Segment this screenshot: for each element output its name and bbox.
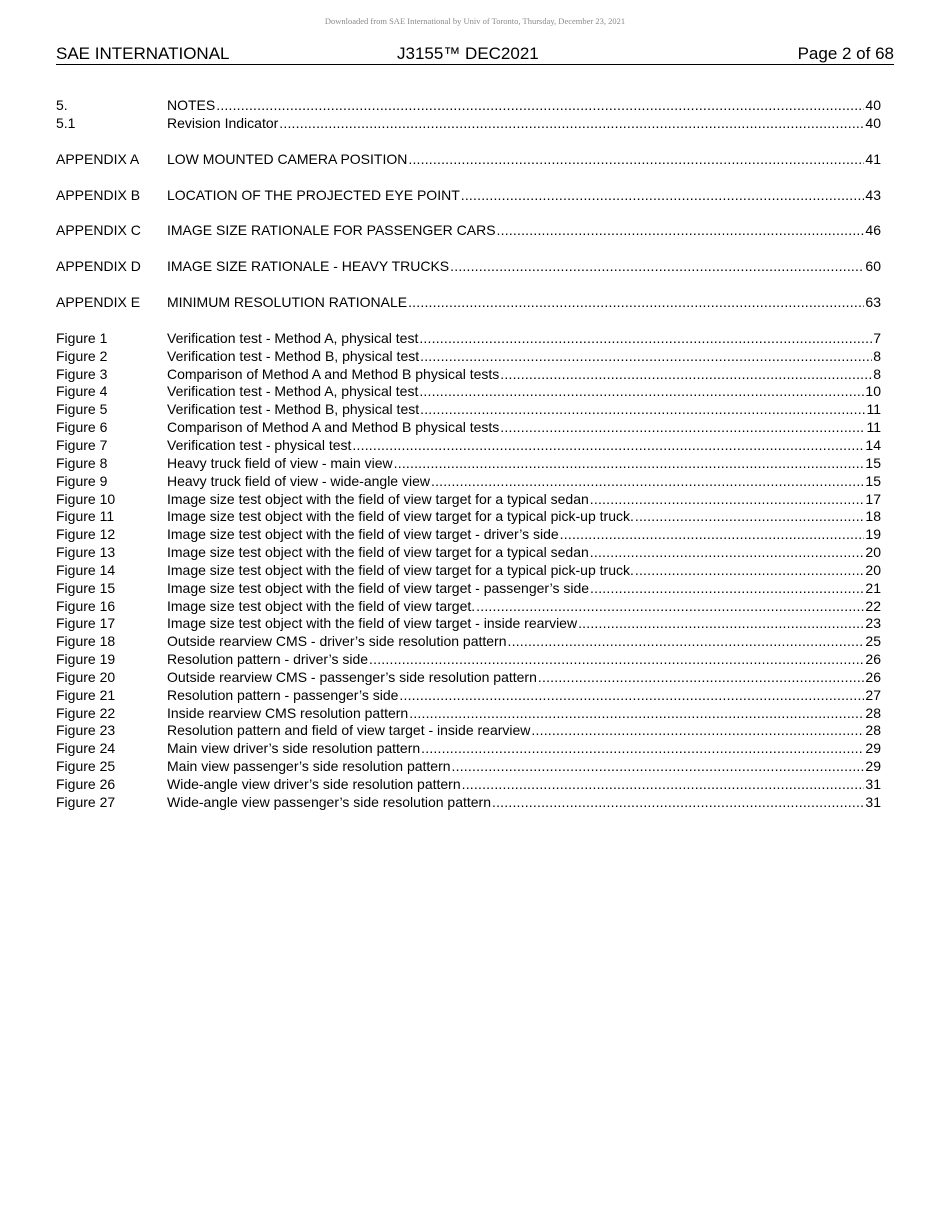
toc-entry[interactable] xyxy=(56,115,881,133)
toc-leader-dots xyxy=(431,473,864,491)
toc-leader-dots xyxy=(500,366,872,384)
toc-entry-title: NOTES xyxy=(167,97,216,113)
toc-entry-title: IMAGE SIZE RATIONALE FOR PASSENGER CARS xyxy=(167,222,496,239)
toc-entry-page: 15 xyxy=(865,454,881,471)
toc-leader-dots xyxy=(408,151,864,169)
toc-entry-number: Figure 23 xyxy=(56,722,116,739)
toc-entry-title: Comparison of Method A and Method B physical tests xyxy=(167,365,500,382)
toc-entry-number: Figure 16 xyxy=(56,597,116,614)
toc-entry-page: 18 xyxy=(865,508,881,525)
toc-entry-title: Verification test - Method A, physical test xyxy=(167,329,419,346)
toc-entry[interactable] xyxy=(56,151,881,169)
toc-entry[interactable] xyxy=(56,222,881,240)
header-org: SAE INTERNATIONAL xyxy=(56,44,230,63)
toc-leader-dots xyxy=(590,544,865,562)
toc-entry-number: Figure 1 xyxy=(56,329,108,346)
toc-leader-dots xyxy=(578,615,864,633)
toc-leader-dots xyxy=(590,491,865,509)
toc-entry-page: 28 xyxy=(865,704,881,721)
toc-entry-page: 27 xyxy=(865,686,881,703)
toc-entry-number: APPENDIX E xyxy=(56,294,141,311)
toc-leader-dots xyxy=(462,776,865,794)
toc-entry-number: Figure 19 xyxy=(56,651,116,668)
toc-leader-dots xyxy=(635,562,865,580)
toc-entry[interactable] xyxy=(56,562,881,580)
toc-entry-title: Main view driver’s side resolution pattern xyxy=(167,740,421,757)
toc-entry-number: Figure 5 xyxy=(56,401,108,418)
toc-entry-page: 14 xyxy=(865,436,881,453)
toc-entry-number: Figure 25 xyxy=(56,758,116,775)
toc-entry[interactable] xyxy=(56,526,881,544)
table-of-contents xyxy=(56,97,881,812)
toc-leader-dots xyxy=(476,598,864,616)
toc-entry-number: Figure 9 xyxy=(56,472,108,489)
toc-entry[interactable] xyxy=(56,758,881,776)
toc-entry[interactable] xyxy=(56,651,881,669)
toc-entry[interactable] xyxy=(56,419,881,437)
toc-entry-page: 29 xyxy=(865,758,881,775)
toc-entry-title: Image size test object with the field of view target. xyxy=(167,597,476,614)
toc-entry-number: Figure 11 xyxy=(56,508,115,525)
toc-entry-title: LOCATION OF THE PROJECTED EYE POINT xyxy=(167,186,460,203)
toc-entry[interactable] xyxy=(56,687,881,705)
toc-entry[interactable] xyxy=(56,544,881,562)
toc-entry-number: 5. xyxy=(56,97,68,113)
toc-entry-number: Figure 27 xyxy=(56,793,116,810)
toc-entry-page: 28 xyxy=(865,722,881,739)
toc-entry-title: Image size test object with the field of view target for a typical sedan xyxy=(167,544,589,561)
toc-entry-number: Figure 22 xyxy=(56,704,116,721)
toc-entry-page: 15 xyxy=(865,472,881,489)
toc-leader-dots xyxy=(216,97,864,115)
toc-entry[interactable] xyxy=(56,705,881,723)
page-header xyxy=(56,44,894,65)
toc-entry-number: Figure 15 xyxy=(56,579,116,596)
header-doc-id: J3155™ DEC2021 xyxy=(397,44,539,63)
toc-entry-title: Heavy truck field of view - main view xyxy=(167,454,393,471)
toc-entry[interactable] xyxy=(56,97,881,115)
toc-entry-page: 29 xyxy=(865,740,881,757)
toc-entry-page: 7 xyxy=(873,329,881,346)
toc-leader-dots xyxy=(352,437,864,455)
toc-entry-page: 8 xyxy=(873,365,881,382)
toc-entry-page: 23 xyxy=(865,615,881,632)
toc-leader-dots xyxy=(531,722,864,740)
toc-entry-title: Image size test object with the field of view target - passenger’s side xyxy=(167,579,590,596)
toc-entry-page: 20 xyxy=(865,561,881,578)
toc-entry-title: Verification test - Method B, physical test xyxy=(167,401,420,418)
toc-entry-number: 5.1 xyxy=(56,114,76,131)
toc-entry-page: 41 xyxy=(865,150,881,167)
toc-entry[interactable] xyxy=(56,508,881,526)
toc-entry[interactable] xyxy=(56,669,881,687)
toc-entry[interactable] xyxy=(56,401,881,419)
toc-entry-title: Wide-angle view passenger’s side resolution pattern xyxy=(167,793,491,810)
toc-entry-page: 43 xyxy=(865,186,881,203)
toc-entry[interactable] xyxy=(56,740,881,758)
toc-entry-number: APPENDIX C xyxy=(56,222,141,239)
toc-entry-title: Revision Indicator xyxy=(167,114,279,131)
toc-entry-title: Resolution pattern - driver’s side xyxy=(167,651,369,668)
toc-entry-title: Main view passenger’s side resolution pattern xyxy=(167,758,451,775)
toc-leader-dots xyxy=(450,258,864,276)
toc-leader-dots xyxy=(279,115,864,133)
toc-entry[interactable] xyxy=(56,598,881,616)
toc-entry[interactable] xyxy=(56,258,881,276)
toc-entry-number: Figure 3 xyxy=(56,365,108,382)
toc-entry[interactable] xyxy=(56,187,881,205)
toc-entry-page: 26 xyxy=(865,651,881,668)
header-page-number: Page 2 of 68 xyxy=(797,44,894,63)
toc-entry-page: 10 xyxy=(865,383,881,400)
toc-entry-number: Figure 7 xyxy=(56,436,108,453)
toc-leader-dots xyxy=(420,401,865,419)
toc-entry-page: 22 xyxy=(865,597,881,614)
toc-leader-dots xyxy=(492,794,864,812)
toc-leader-dots xyxy=(452,758,865,776)
toc-entry[interactable] xyxy=(56,580,881,598)
toc-entry-title: LOW MOUNTED CAMERA POSITION xyxy=(167,150,408,167)
toc-entry-title: Inside rearview CMS resolution pattern xyxy=(167,704,409,721)
toc-entry-title: MINIMUM RESOLUTION RATIONALE xyxy=(167,294,408,311)
toc-entry-title: Image size test object with the field of view target for a typical sedan xyxy=(167,490,589,507)
toc-leader-dots xyxy=(369,651,864,669)
toc-entry-number: Figure 2 xyxy=(56,347,108,364)
toc-entry-title: Image size test object with the field of view target - driver’s side xyxy=(167,526,559,543)
toc-entry-title: Image size test object with the field of view target - inside rearview xyxy=(167,615,578,632)
toc-entry-page: 40 xyxy=(865,97,881,113)
toc-entry[interactable] xyxy=(56,330,881,348)
toc-entry-number: APPENDIX A xyxy=(56,150,140,167)
toc-entry-title: Wide-angle view driver’s side resolution pattern xyxy=(167,776,461,792)
toc-entry-number: Figure 20 xyxy=(56,668,116,685)
toc-entry[interactable] xyxy=(56,383,881,401)
toc-entry-title: Outside rearview CMS - passenger’s side resolution pattern xyxy=(167,668,537,685)
toc-leader-dots xyxy=(420,348,872,366)
toc-leader-dots xyxy=(538,669,865,687)
toc-entry[interactable] xyxy=(56,722,881,740)
toc-entry-number: Figure 24 xyxy=(56,740,116,757)
toc-entry-page: 40 xyxy=(865,114,881,131)
download-watermark: Downloaded from SAE International by Univ of Toronto, Thursday, December 23, 2021 xyxy=(324,16,626,26)
toc-leader-dots xyxy=(419,330,872,348)
toc-entry-number: Figure 14 xyxy=(56,561,116,578)
toc-leader-dots xyxy=(560,526,865,544)
toc-entry[interactable] xyxy=(56,348,881,366)
toc-leader-dots xyxy=(500,419,865,437)
toc-leader-dots xyxy=(635,508,865,526)
toc-entry[interactable] xyxy=(56,633,881,651)
toc-entry-number: APPENDIX D xyxy=(56,258,141,275)
toc-entry-page: 20 xyxy=(865,544,881,561)
toc-entry[interactable] xyxy=(56,491,881,509)
toc-leader-dots xyxy=(399,687,864,705)
toc-entry[interactable] xyxy=(56,473,881,491)
toc-entry-number: Figure 8 xyxy=(56,454,108,471)
toc-entry-number: Figure 12 xyxy=(56,526,116,543)
toc-entry-number: Figure 17 xyxy=(56,615,116,632)
toc-leader-dots xyxy=(590,580,864,598)
toc-entry-page: 63 xyxy=(865,294,881,311)
toc-entry-page: 19 xyxy=(865,526,881,543)
toc-entry[interactable] xyxy=(56,615,881,633)
toc-entry-page: 31 xyxy=(865,793,881,810)
toc-entry-number: Figure 10 xyxy=(56,490,116,507)
toc-entry-page: 60 xyxy=(865,258,881,275)
toc-entry-number: Figure 18 xyxy=(56,633,116,650)
toc-leader-dots xyxy=(421,740,864,758)
toc-entry-page: 11 xyxy=(866,401,881,418)
toc-entry-page: 46 xyxy=(865,222,881,239)
toc-entry[interactable] xyxy=(56,366,881,384)
toc-entry-title: Heavy truck field of view - wide-angle view xyxy=(167,472,430,489)
toc-entry-number: Figure 13 xyxy=(56,544,116,561)
toc-entry-page: 31 xyxy=(865,776,881,792)
toc-entry-title: Image size test object with the field of view target for a typical pick-up truck. xyxy=(167,508,634,525)
toc-entry-page: 8 xyxy=(873,347,881,364)
toc-entry[interactable] xyxy=(56,794,881,812)
toc-entry-number: Figure 26 xyxy=(56,776,116,792)
toc-entry-number: Figure 4 xyxy=(56,383,108,400)
toc-entry-page: 25 xyxy=(865,633,881,650)
toc-leader-dots xyxy=(461,187,865,205)
toc-entry-title: Verification test - Method B, physical test xyxy=(167,347,420,364)
toc-entry-number: Figure 21 xyxy=(56,686,116,703)
toc-entry-title: IMAGE SIZE RATIONALE - HEAVY TRUCKS xyxy=(167,258,450,275)
toc-entry-page: 17 xyxy=(865,490,881,507)
toc-entry-title: Comparison of Method A and Method B physical tests xyxy=(167,419,500,436)
toc-leader-dots xyxy=(394,455,865,473)
toc-entry[interactable] xyxy=(56,437,881,455)
toc-leader-dots xyxy=(409,705,864,723)
toc-entry-title: Verification test - Method A, physical test xyxy=(167,383,419,400)
toc-entry-title: Outside rearview CMS - driver’s side resolution pattern xyxy=(167,633,507,650)
toc-leader-dots xyxy=(508,633,865,651)
toc-entry[interactable] xyxy=(56,776,881,794)
toc-entry-number: APPENDIX B xyxy=(56,186,141,203)
toc-entry-page: 11 xyxy=(866,419,881,436)
toc-entry-page: 26 xyxy=(865,668,881,685)
toc-entry-title: Verification test - physical test xyxy=(167,436,352,453)
toc-entry[interactable] xyxy=(56,294,881,312)
toc-entry-title: Resolution pattern and field of view target - inside rearview xyxy=(167,722,531,739)
toc-leader-dots xyxy=(497,222,865,240)
toc-entry-title: Image size test object with the field of view target for a typical pick-up truck. xyxy=(167,561,634,578)
toc-entry-number: Figure 6 xyxy=(56,419,108,436)
toc-leader-dots xyxy=(408,294,864,312)
toc-entry-title: Resolution pattern - passenger’s side xyxy=(167,686,399,703)
toc-entry[interactable] xyxy=(56,455,881,473)
toc-entry-page: 21 xyxy=(865,579,881,596)
toc-leader-dots xyxy=(419,383,864,401)
